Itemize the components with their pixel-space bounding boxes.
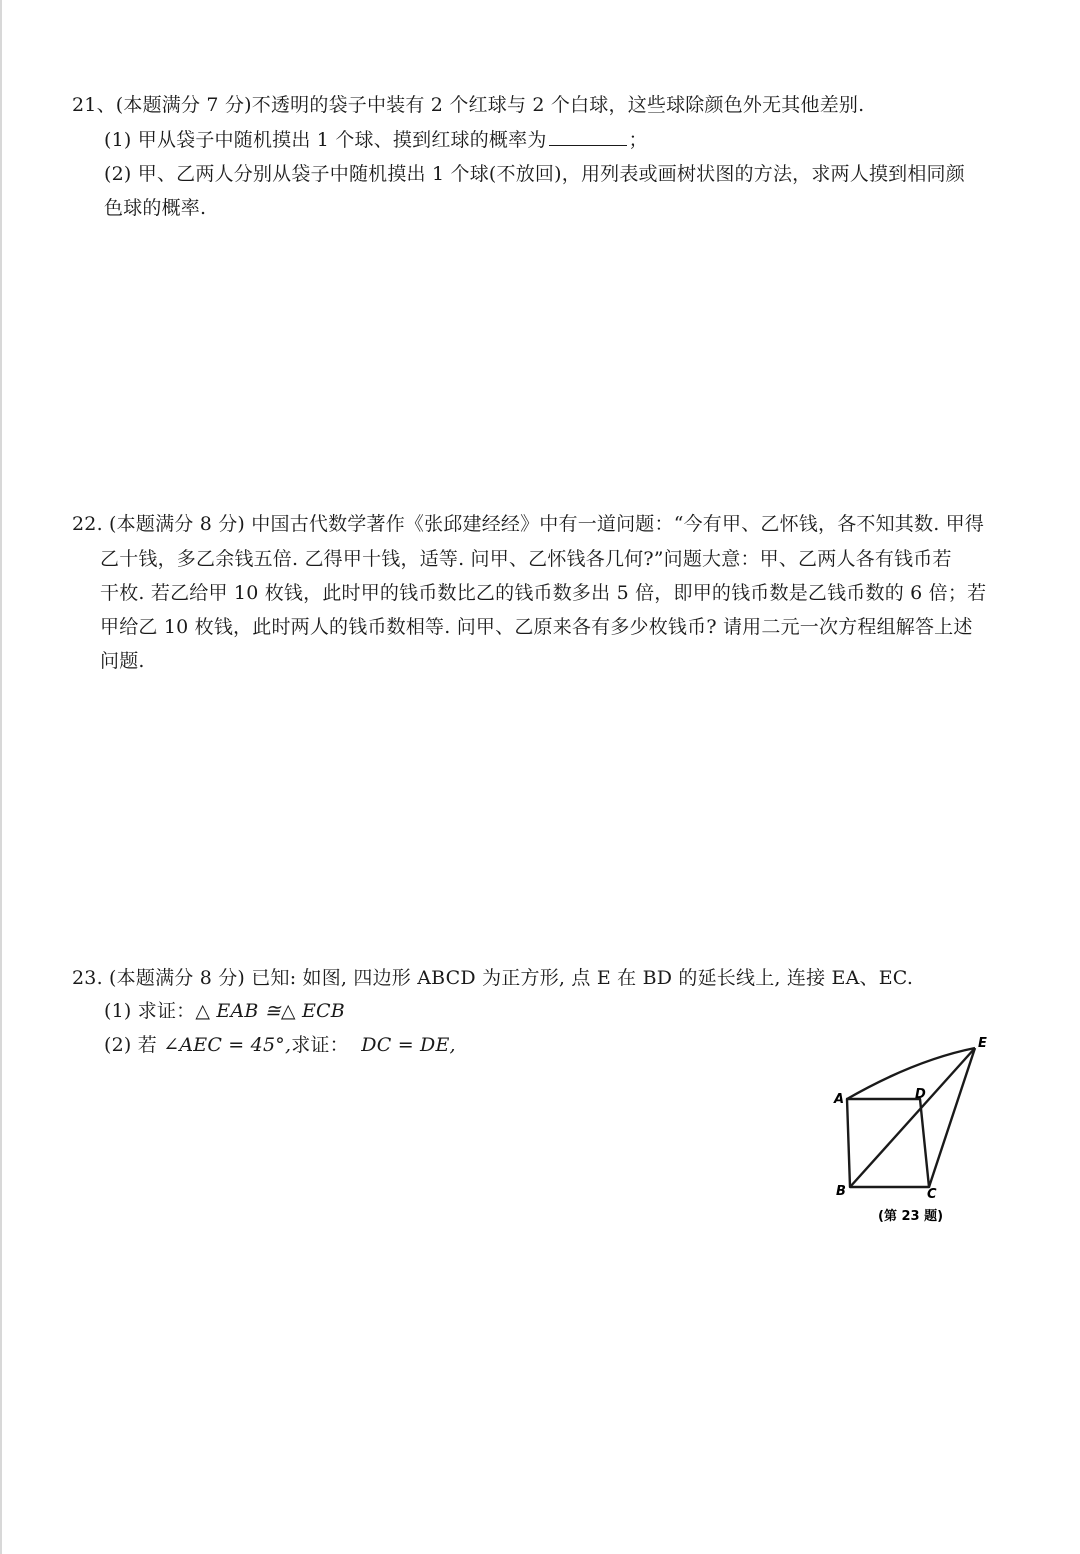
q23-part1 [104,998,345,1024]
page-edge [0,0,2,1554]
label-a: A [834,1092,845,1107]
q21-part2-line1: (2) 甲、乙两人分别从袋子中随机摸出 1 个球(不放回)，用列表或画树状图的方法，求两人摸到相同颜 [104,163,965,185]
q23-part2-prefix: (2) 若 [104,1034,157,1056]
q22-line1: 22. (本题满分 8 分) 中国古代数学著作《张邱建经经》中有一道问题：“今有甲、乙怀钱，各不知其数. 甲得 [72,513,985,535]
q21-part2-line2: 色球的概率. [104,197,207,219]
q21-part1-end: ； [628,129,648,151]
q23-stem: 23. (本题满分 8 分) 已知: 如图, 四边形 ABCD 为正方形, 点 E 在 BD 的延长线上, 连接 EA、EC. [72,967,914,989]
q21-part1 [104,127,648,153]
label-b: B [836,1184,846,1199]
q22-line5: 问题. [100,650,145,672]
q23-part2-mid: 求证： [291,1034,349,1056]
equality-statement: DC = DE, [361,1034,456,1056]
q22-line4: 甲给乙 10 枚钱，此时两人的钱币数相等. 问甲、乙原来各有多少枚钱币? 请用二元一次方程组解答上述 [100,616,973,638]
figure-caption: (第 23 题) [878,1209,944,1224]
q21-stem: 21、(本题满分 7 分)不透明的袋子中装有 2 个红球与 2 个白球，这些球除颜色外无其他差别. [72,94,865,116]
label-d: D [915,1087,926,1102]
label-e: E [978,1036,987,1051]
segment-be [850,1048,975,1187]
q22-line3: 干枚. 若乙给甲 10 枚钱，此时甲的钱币数比乙的钱币数多出 5 倍，即甲的钱币数是乙钱币数的 6 倍；若 [100,582,987,604]
angle-condition: ∠AEC = 45°, [163,1034,292,1056]
q23-part2 [104,1032,456,1058]
answer-blank [549,127,627,146]
segment-ce [929,1048,975,1187]
q23-part1-prefix: (1) 求证： [104,1000,196,1022]
square-figure [820,1028,1000,1238]
congruence-statement: △ EAB ≅△ ECB [195,1000,345,1022]
label-c: C [927,1187,937,1202]
q21-part1-text: (1) 甲从袋子中随机摸出 1 个球、摸到红球的概率为 [104,129,547,151]
segment-ae [847,1048,975,1099]
q22-line2: 乙十钱，多乙余钱五倍. 乙得甲十钱，适等. 问甲、乙怀钱各几何?”问题大意：甲、乙两人各有钱币若 [100,548,952,570]
